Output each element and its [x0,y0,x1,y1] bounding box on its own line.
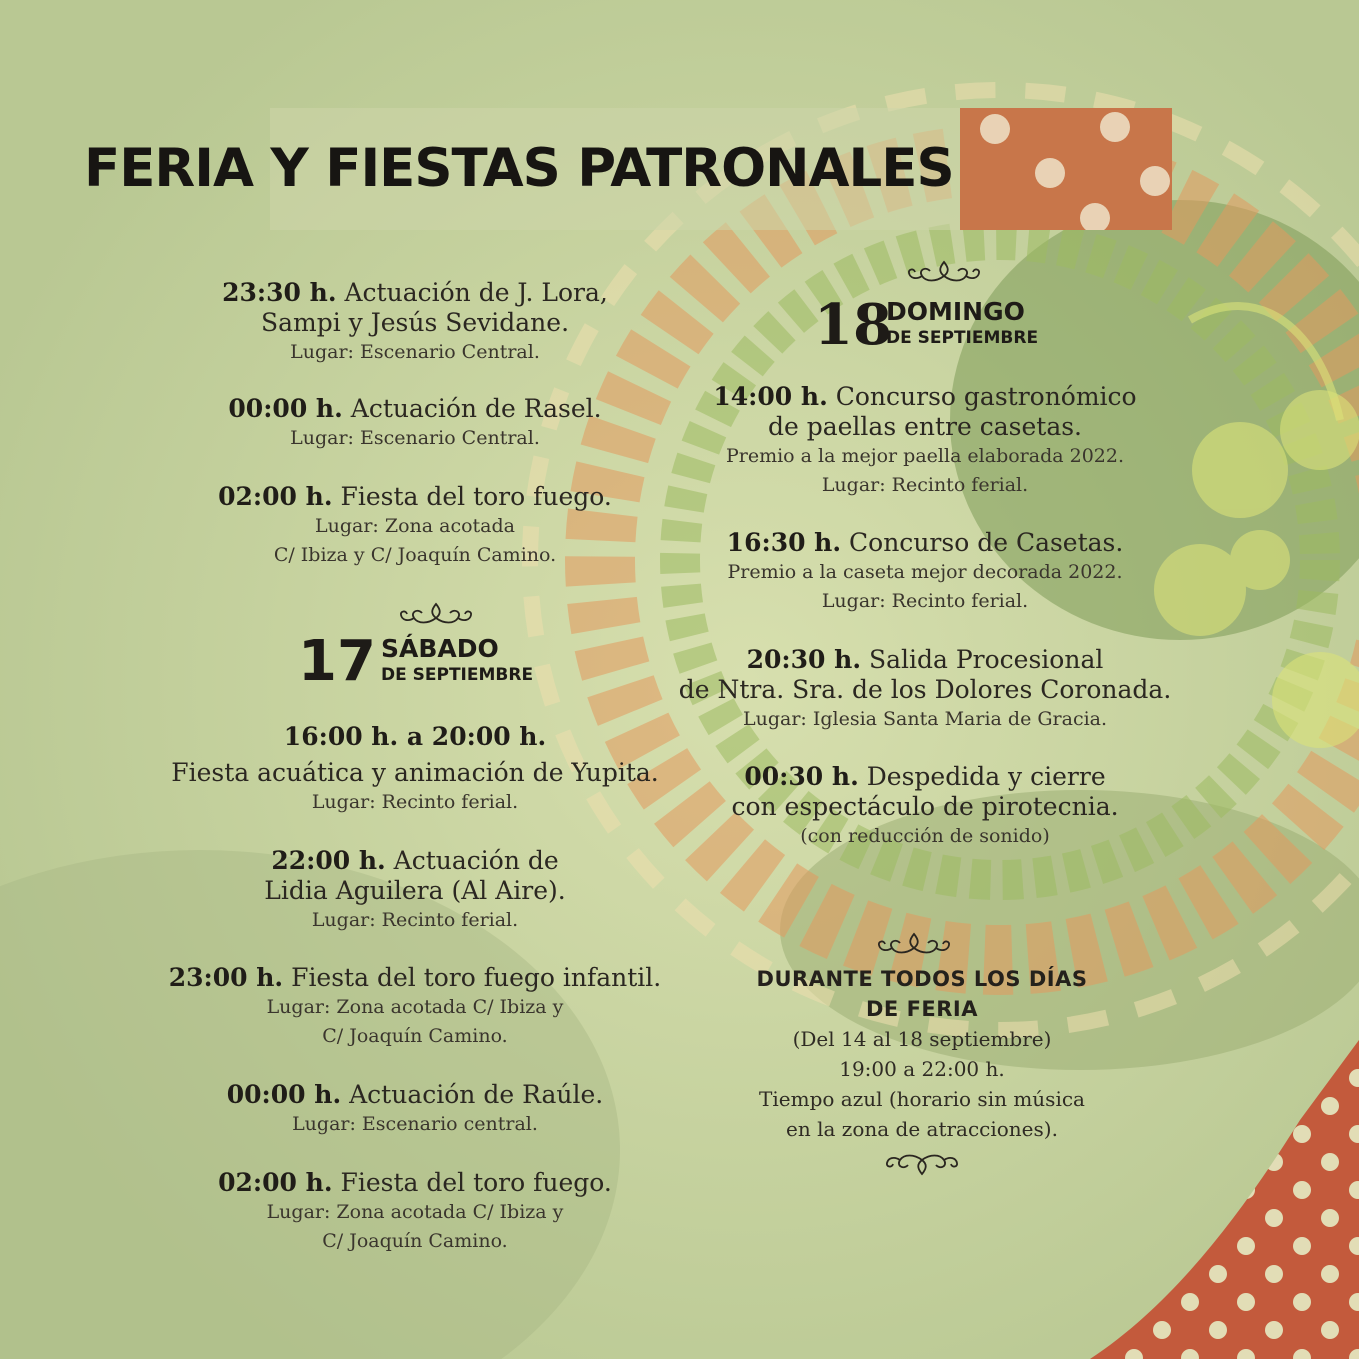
event-time: 00:00 h. [228,394,343,423]
event-18-1 [650,382,1200,500]
day-weekday: SÁBADO [381,634,499,663]
event-text: Fiesta del toro fuego. [340,482,612,511]
event-text: Despedida y cierre [866,762,1106,791]
event-text: Sampi y Jesús Sevidane. [260,308,570,337]
event-time: 16:00 h. a 20:00 h. [283,722,547,751]
all-days-text: (Del 14 al 18 septiembre) [792,1027,1052,1051]
event-place: Lugar: Recinto ferial. [821,474,1029,496]
event-left-3 [140,482,690,570]
event-time: 23:00 h. [168,963,284,992]
event-time: 02:00 h. [218,482,333,511]
event-time: 14:00 h. [713,382,828,411]
event-left-2 [140,394,690,453]
event-17-2 [140,846,690,935]
event-place: Lugar: Zona acotada C/ Ibiza y [266,996,564,1018]
event-left-1 [140,278,690,367]
event-text: Fiesta acuática y animación de Yupita. [171,758,659,787]
scroll-ornament-icon [906,258,982,286]
event-time: 02:00 h. [218,1168,333,1197]
event-time: 00:30 h. [744,762,859,791]
event-text: de Ntra. Sra. de los Dolores Coronada. [678,675,1172,704]
event-place: C/ Ibiza y C/ Joaquín Camino. [273,544,557,566]
event-place: Lugar: Recinto ferial. [311,909,519,931]
day-18-heading [814,292,1074,358]
event-place: Lugar: Zona acotada C/ Ibiza y [266,1201,564,1223]
event-text: Concurso de Casetas. [849,528,1124,557]
all-days-text: 19:00 a 22:00 h. [839,1057,1005,1081]
event-text: Actuación de J. Lora, [344,278,608,307]
all-days-text: en la zona de atracciones). [786,1117,1058,1141]
event-place: Lugar: Escenario Central. [290,341,540,363]
event-detail: (con reducción de sonido) [800,825,1050,847]
event-text: Fiesta del toro fuego. [340,1168,612,1197]
event-17-4 [140,1080,690,1139]
event-detail: Premio a la mejor paella elaborada 2022. [725,445,1125,467]
all-days-title: DURANTE TODOS LOS DÍAS [756,967,1088,991]
event-text: Actuación de Raúle. [349,1080,604,1109]
event-text: Concurso gastronómico [835,382,1137,411]
event-text: Actuación de [393,846,559,875]
event-place: Lugar: Zona acotada [315,515,515,537]
scroll-ornament-icon [398,600,474,628]
event-text: Actuación de Rasel. [350,394,602,423]
page-title: FERIA Y FIESTAS PATRONALES [84,138,954,199]
day-month: DE SEPTIEMBRE [381,665,534,685]
event-time: 23:30 h. [222,278,337,307]
event-place: Lugar: Recinto ferial. [821,590,1029,612]
event-detail: Premio a la caseta mejor decorada 2022. [727,561,1123,583]
event-text: con espectáculo de pirotecnia. [731,792,1119,821]
event-17-5 [140,1168,690,1256]
event-place: Lugar: Recinto ferial. [311,791,519,813]
event-place: Lugar: Escenario central. [292,1113,538,1135]
event-place: C/ Joaquín Camino. [322,1025,508,1047]
all-days-block [672,964,1172,1144]
event-17-1 [140,722,690,817]
event-place: Lugar: Escenario Central. [290,427,540,449]
event-time: 00:00 h. [226,1080,342,1109]
event-18-4 [650,762,1200,851]
event-time: 22:00 h. [271,846,386,875]
event-time: 16:30 h. [726,528,842,557]
event-place: Lugar: Iglesia Santa Maria de Gracia. [742,708,1108,730]
scroll-ornament-icon [876,930,952,958]
day-month: DE SEPTIEMBRE [886,328,1039,348]
event-text: Lidia Aguilera (Al Aire). [264,876,566,905]
event-text: de paellas entre casetas. [767,412,1082,441]
event-text: Salida Procesional [868,645,1104,674]
event-18-2 [650,528,1200,616]
event-time: 20:30 h. [746,645,862,674]
all-days-title: DE FERIA [865,997,978,1021]
scroll-ornament-icon [884,1150,960,1178]
event-18-3 [650,645,1200,734]
day-number: 17 [298,629,376,694]
day-number: 18 [814,292,892,358]
decorative-patch [960,108,1172,230]
event-place: C/ Joaquín Camino. [322,1230,508,1252]
day-weekday: DOMINGO [886,297,1025,326]
event-17-3 [140,963,690,1051]
event-text: Fiesta del toro fuego infantil. [291,963,662,992]
day-17-heading [298,629,558,694]
all-days-text: Tiempo azul (horario sin música [759,1087,1085,1111]
